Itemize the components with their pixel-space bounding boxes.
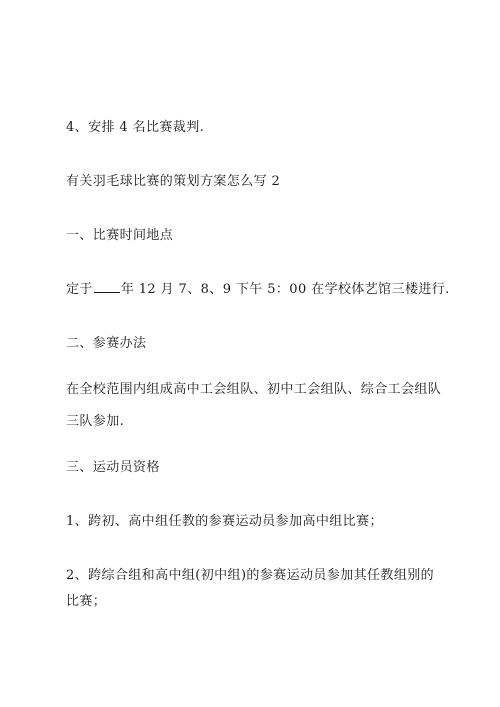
heading-qualification: 三、运动员资格 [66,460,160,475]
time-place-rest: 年 12 月 7、8、9 下午 5：00 在学校体艺馆三楼进行. [120,282,450,297]
heading-method: 二、参赛办法 [66,336,147,351]
time-place-prefix: 定于 [66,282,93,297]
paragraph-method-line2: 三队参加. [66,414,125,429]
list-item-referees: 4、安排 4 名比赛裁判. [66,120,205,135]
list-item-qualification-2-line2: 比赛； [66,594,107,609]
list-item-qualification-2-line1: 2、跨综合组和高中组(初中组)的参赛运动员参加其任教组别的 [66,568,435,583]
section-title: 有关羽毛球比赛的策划方案怎么写 2 [66,174,281,189]
paragraph-method-line1: 在全校范围内组成高中工会组队、初中工会组队、综合工会组队 [66,382,442,397]
blank-underline [94,279,120,293]
paragraph-time-place [66,278,450,302]
list-item-qualification-1: 1、跨初、高中组任教的参赛运动员参加高中组比赛； [66,514,383,529]
heading-time-place: 一、比赛时间地点 [66,228,174,243]
